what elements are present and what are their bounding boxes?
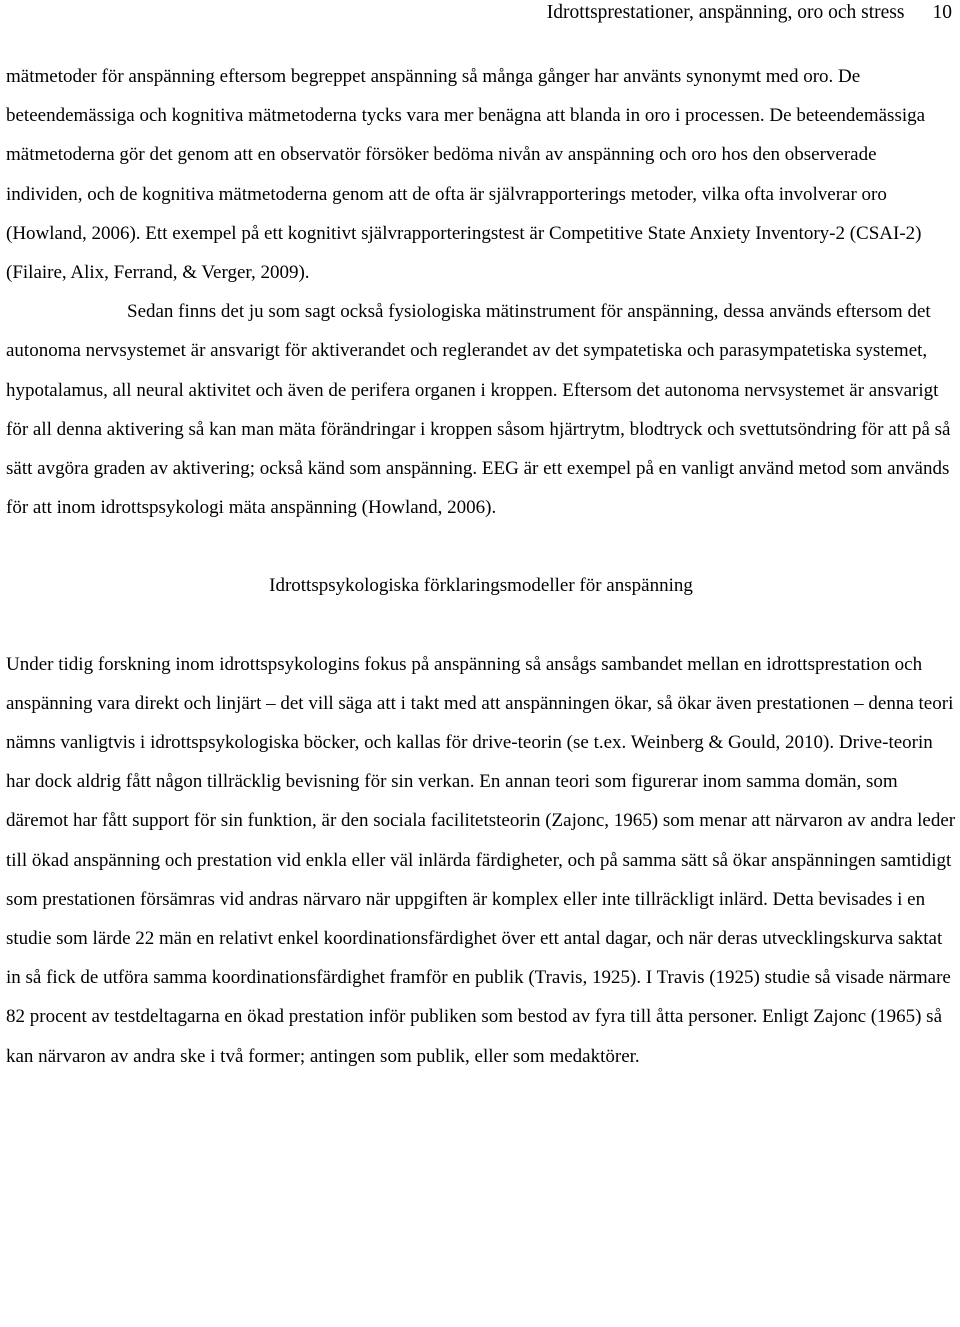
paragraph-drive-theory: Under tidig forskning inom idrottspsykologins fokus på anspänning så ansågs sambandet mellan en idrottsprestation och anspänning vara direkt och linjärt – det vill säga att i takt med att anspänningen ökar, så ökar även prestationen – denna teori nämns vanligtvis i idrottspsykologiska böcker, och kallas för drive-teorin (se t.ex. Weinberg & Gould, 2010). Drive-teorin har dock aldrig fått någon tillräcklig bevisning för sin verkan. En annan teori som figurerar inom samma domän, som däremot har fått support för sin funktion, är den sociala facilitetsteorin (Zajonc, 1965) som menar att närvaron av andra leder till ökad anspänning och prestation vid enkla eller väl inlärda färdigheter, och på samma sätt så ökar anspänningen samtidigt som prestationen försämras vid andras närvaro när uppgiften är komplex eller inte tillräckligt inlärd. Detta bevisades i en studie som lärde 22 män en relativt enkel koordinationsfärdighet över ett antal dagar, och när deras utvecklingskurva saktat in så fick de utföra samma koordinationsfärdighet framför en publik (Travis, 1925). I Travis (1925) studie så visade närmare 82 procent av testdeltagarna en ökad prestation inför publiken som bestod av fyra till åtta personer. Enligt Zajonc (1965) så kan närvaron av andra ske i två former; antingen som publik, eller som medaktörer. bbox=[6, 653, 956, 1067]
body-text bbox=[6, 57, 956, 1076]
paragraph-measurement-methods: mätmetoder för anspänning eftersom begreppet anspänning så många gånger har använts synonymt med oro. De beteendemässiga och kognitiva mätmetoderna tycks vara mer benägna att blanda in oro i processen. De beteendemässiga mätmetoderna gör det genom att en observatör försöker bedöma nivån av anspänning och oro hos den observerade individen, och de kognitiva mätmetoderna genom att de ofta är självrapporterings metoder, vilka ofta involverar oro (Howland, 2006). Ett exempel på ett kognitivt självrapporteringstest är Competitive State Anxiety Inventory-2 (CSAI-2) (Filaire, Alix, Ferrand, & Verger, 2009). bbox=[6, 66, 926, 284]
paragraph-physiological-instruments: Sedan finns det ju som sagt också fysiologiska mätinstrument för anspänning, dessa används eftersom det autonoma nervsystemet är ansvarigt för aktiverandet och reglerandet av det sympatetiska och parasympatetiska systemet, hypotalamus, all neural aktivitet och även de perifera organen i kroppen. Eftersom det autonoma nervsystemet är ansvarigt för all denna aktivering så kan man mäta förändringar i kroppen såsom hjärtrytm, blodtryck och svettutsöndring för att på så sätt avgöra graden av aktivering; också känd som anspänning. EEG är ett exempel på en vanligt använd metod som används för att inom idrottspsykologi mäta anspänning (Howland, 2006). bbox=[6, 301, 951, 519]
page-number: 10 bbox=[932, 2, 952, 23]
running-header bbox=[547, 0, 952, 26]
running-title: Idrottsprestationer, anspänning, oro och stress bbox=[546, 2, 905, 23]
section-heading: Idrottspsykologiska förklaringsmodeller för anspänning bbox=[269, 575, 693, 597]
